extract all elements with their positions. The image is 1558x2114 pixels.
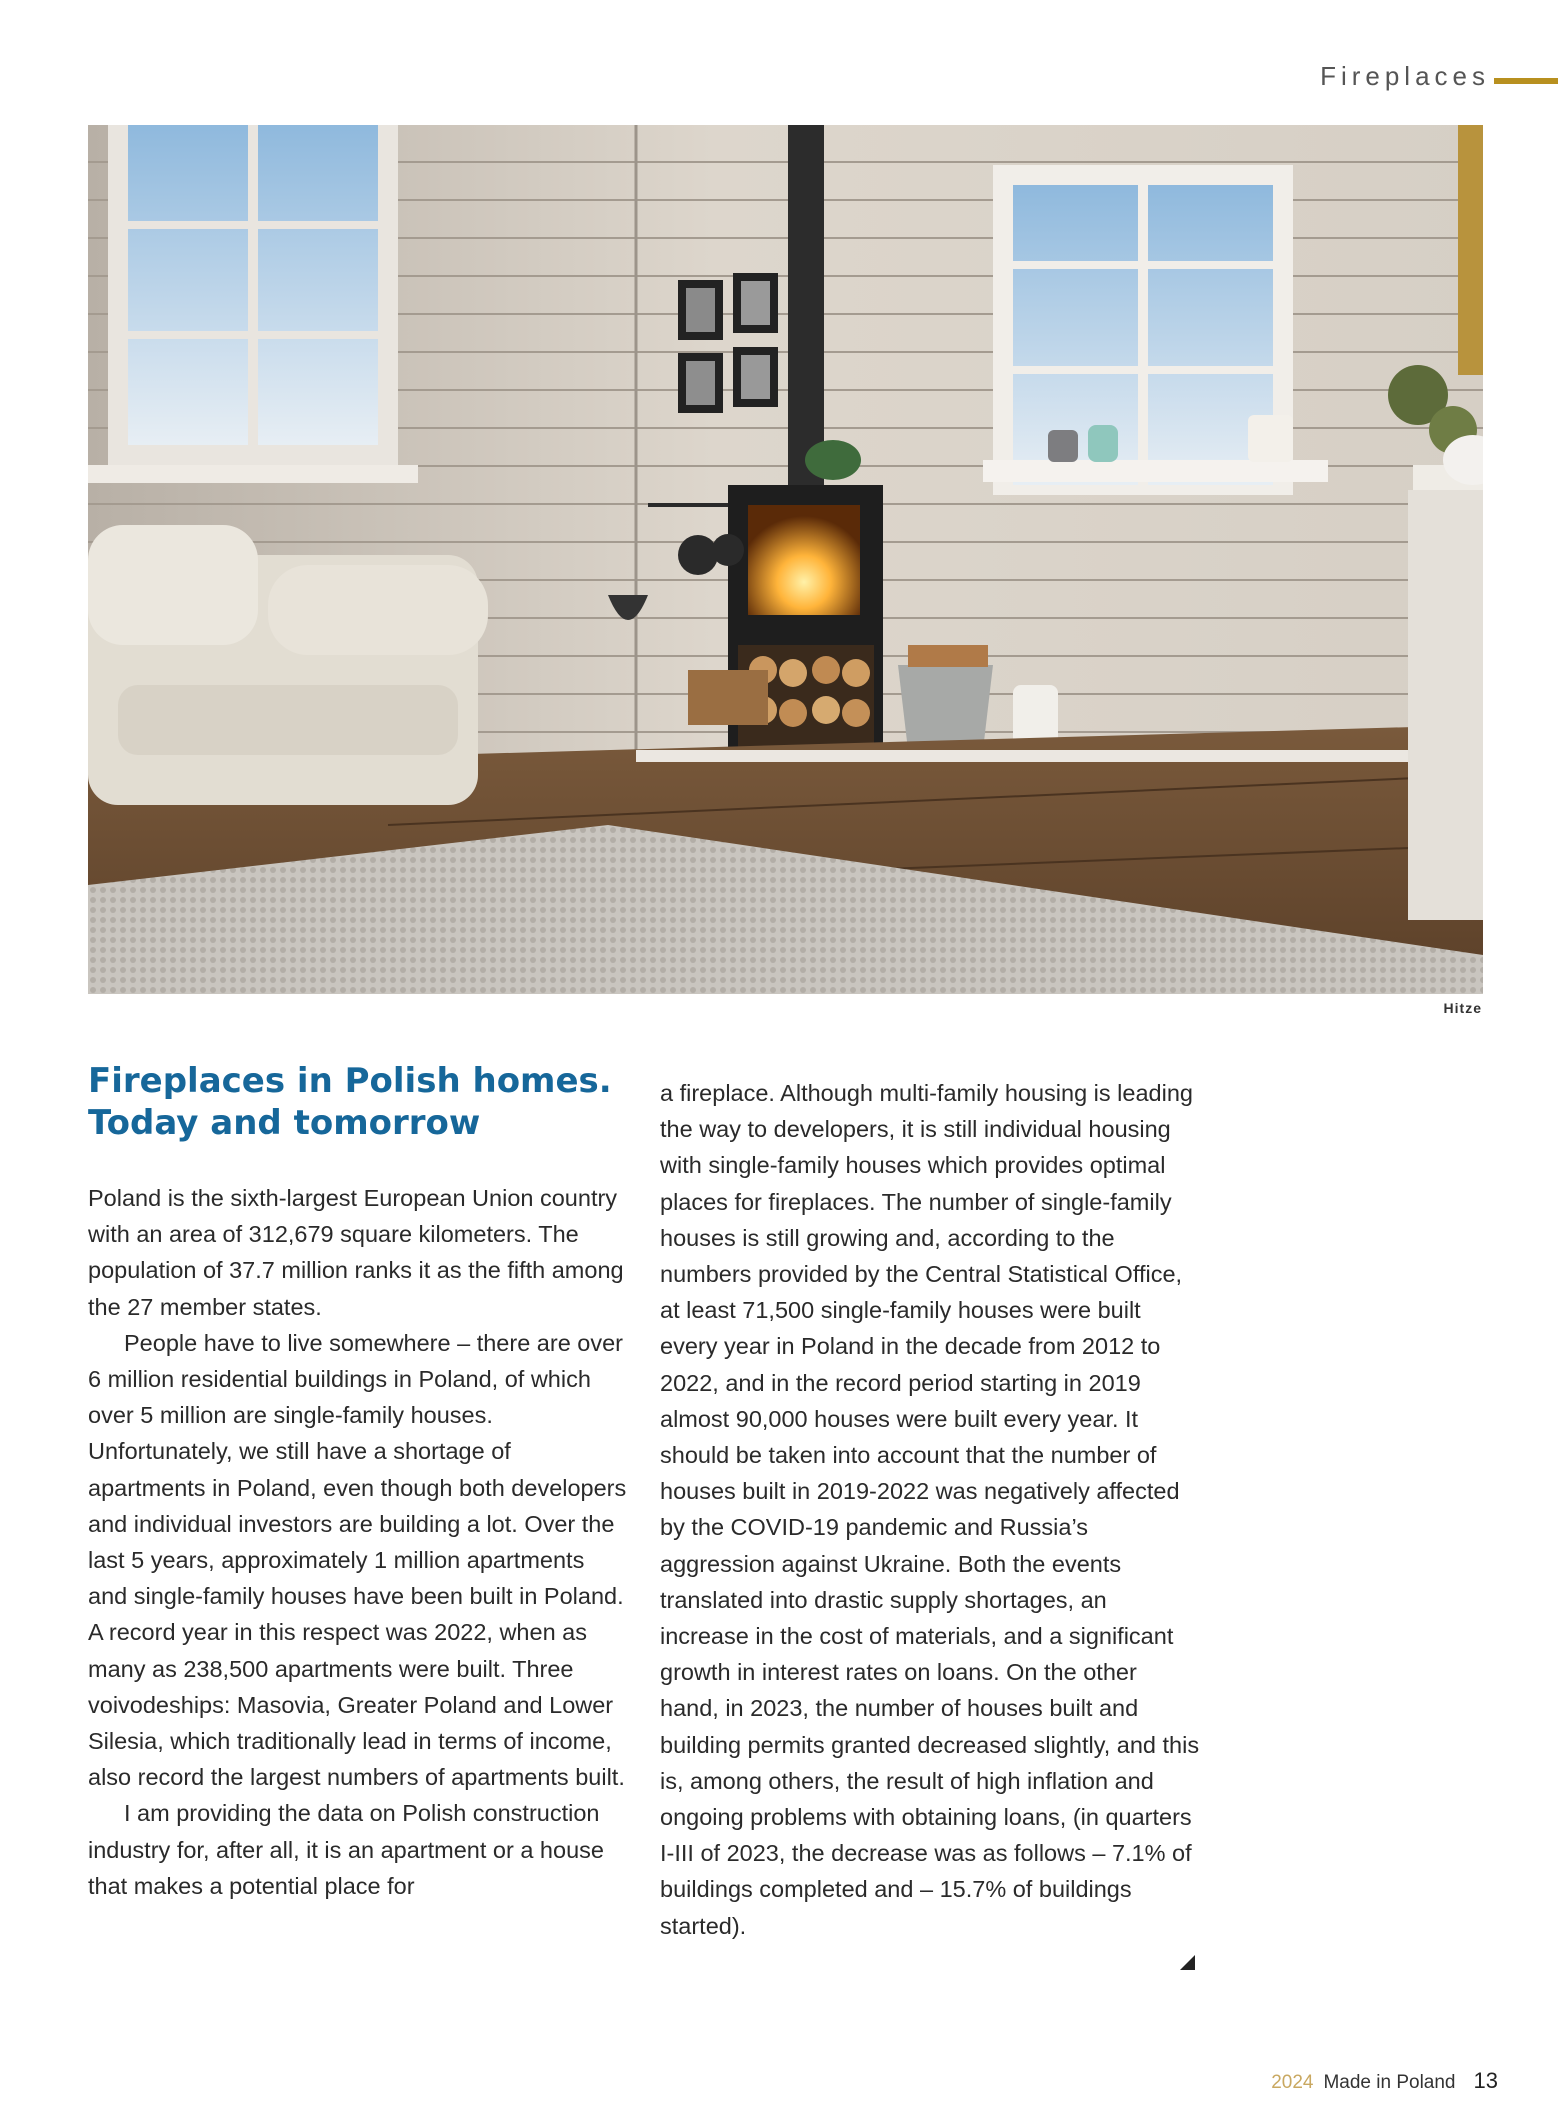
article-photo — [88, 125, 1483, 994]
section-accent-bar — [1494, 78, 1558, 84]
page-footer — [1271, 2068, 1498, 2094]
footer-year: 2024 — [1271, 2072, 1314, 2093]
headline-line-2: Today and tomorrow — [88, 1103, 481, 1143]
footer-magazine: Made in Poland — [1323, 2072, 1456, 2093]
page-number: 13 — [1473, 2068, 1498, 2093]
headline-line-1: Fireplaces in Polish homes. — [88, 1061, 612, 1101]
article-column-left — [88, 1060, 628, 1904]
section-header — [1320, 58, 1558, 94]
section-label: Fireplaces — [1320, 60, 1490, 91]
photo-credit: Hitze — [1443, 1000, 1482, 1016]
article-column-right — [660, 1075, 1200, 1944]
paragraph: Poland is the sixth-largest European Union country with an area of 312,679 square kilometers. The population of 37.7 million ranks it as the fifth among the 27 member states. — [88, 1185, 624, 1320]
paragraph: a fireplace. Although multi-family housing is leading the way to developers, it is still individual housing with single-family houses which provides optimal places for fireplaces. The number of single-family houses is still growing and, according to the numbers provided by the Central Statistical Office, at least 71,500 single-family houses were built every year in Poland in the decade from 2012 to 2022, and in the record period starting in 2019 almost 90,000 houses were built every year. It should be taken into account that the number of houses built in 2019-2022 was negatively affected by the COVID-19 pandemic and Russia’s aggression against Ukraine. Both the events translated into drastic supply shortages, an increase in the cost of materials, and a significant growth in interest rates on loans. On the other hand, in 2023, the number of houses built and building permits granted decreased slightly, and this is, among others, the result of high inflation and ongoing problems with obtaining loans, (in quarters I-III of 2023, the decrease was as follows – 7.1% of buildings completed and – 15.7% of buildings started). — [660, 1080, 1200, 1939]
paragraph: I am providing the data on Polish construction industry for, after all, it is an apartment or a house that makes a potential place for — [88, 1800, 604, 1899]
article-headline — [88, 1060, 628, 1144]
end-of-article-icon — [1180, 1955, 1195, 1970]
paragraph: People have to live somewhere – there are over 6 million residential buildings in Poland, of which over 5 million are single-family houses. Unfortunately, we still have a shortage of apartments in Poland, even though both developers and individual investors are building a lot. Over the last 5 years, approximately 1 million apartments and single-family houses have been built in Poland. A record year in this respect was 2022, when as many as 238,500 apartments were built. Three voivodeships: Masovia, Greater Poland and Lower Silesia, which traditionally lead in terms of income, also record the largest numbers of apartments built. — [88, 1329, 627, 1791]
